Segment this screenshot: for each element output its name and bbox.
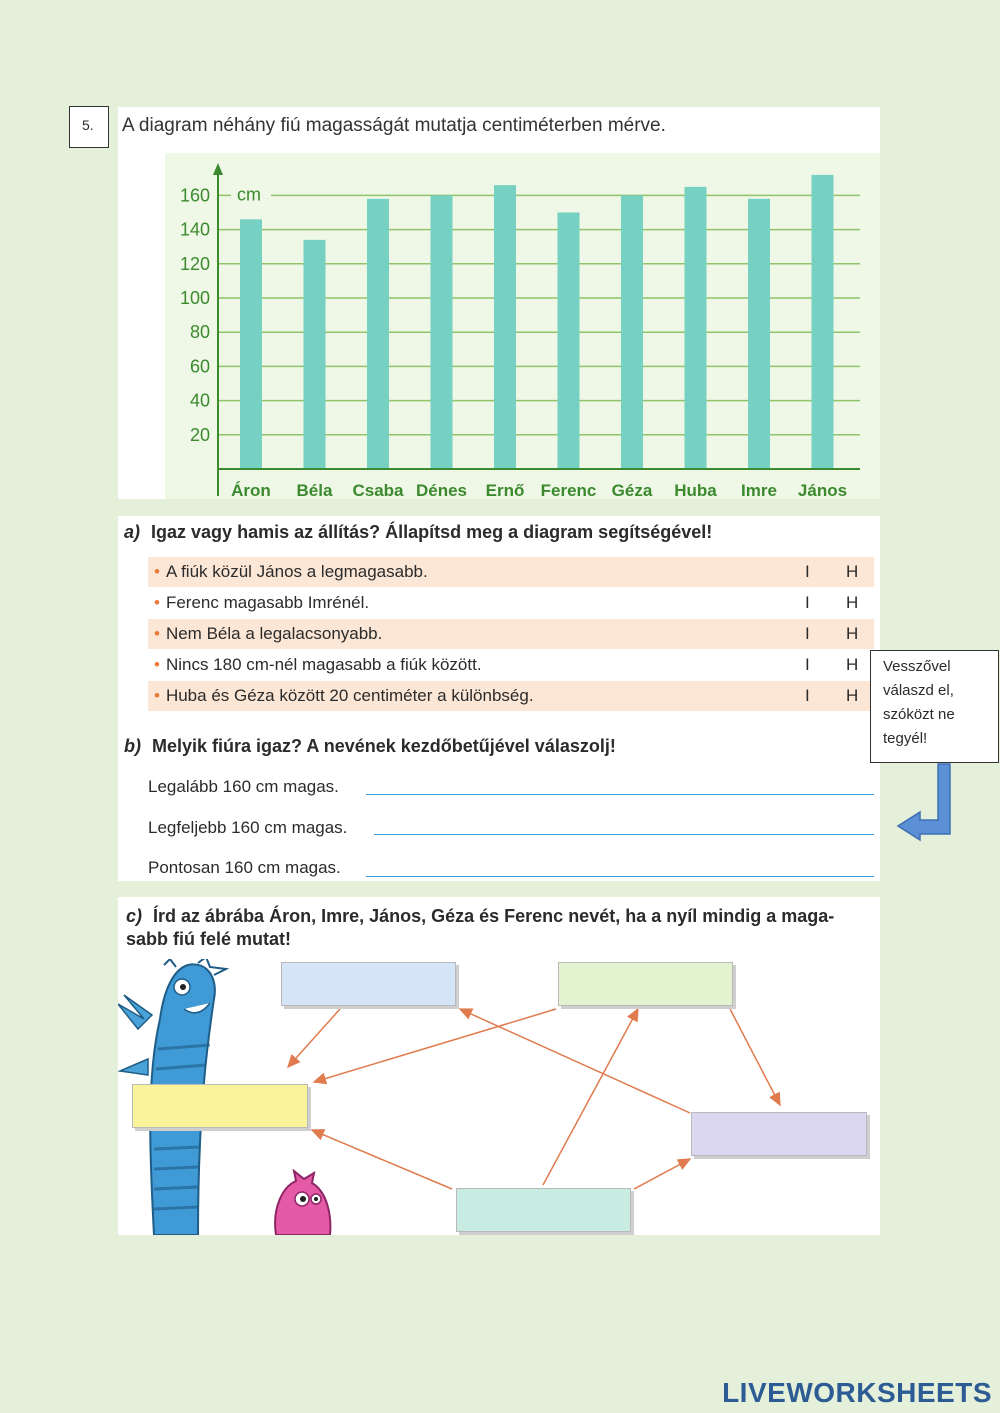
- bar: [494, 185, 516, 469]
- bar: [812, 175, 834, 469]
- true-option[interactable]: I: [805, 562, 810, 581]
- y-tick-label: 160: [179, 185, 210, 206]
- unit-label: cm: [237, 184, 261, 205]
- task-title: A diagram néhány fiú magasságát mutatja centiméterben mérve.: [122, 115, 666, 136]
- false-option[interactable]: H: [846, 562, 859, 581]
- x-tick-label: Imre: [741, 481, 777, 499]
- arrow-diagram: [118, 897, 880, 1235]
- statement-text: Nem Béla a legalacsonyabb.: [165, 624, 383, 643]
- brand-logo: LIVEWORKSHEETS: [722, 1377, 992, 1408]
- bullet-icon: •: [154, 624, 160, 643]
- statement-row: [148, 619, 874, 649]
- part-b-heading: [124, 736, 616, 757]
- bar: [558, 213, 580, 470]
- arrow-3: [460, 1009, 690, 1113]
- bar: [685, 187, 707, 469]
- statement-text: Huba és Géza között 20 centiméter a különbség.: [165, 686, 534, 705]
- chart-panel: [118, 107, 880, 499]
- bar: [431, 195, 453, 469]
- task-number: 5.: [69, 106, 109, 148]
- x-tick-label: János: [797, 481, 848, 499]
- bar: [240, 219, 262, 469]
- bullet-icon: •: [154, 655, 160, 674]
- name-box-mint[interactable]: [456, 1188, 631, 1232]
- part-b-label: b): [124, 736, 141, 756]
- true-option[interactable]: I: [805, 686, 810, 705]
- arrow-5: [543, 1009, 638, 1185]
- arrow-2: [314, 1009, 556, 1082]
- x-tick-label: Ferenc: [540, 481, 597, 499]
- hint-arrow-icon: [896, 762, 956, 842]
- arrow-6: [312, 1130, 452, 1189]
- y-tick-label: 100: [179, 288, 210, 308]
- name-box-purple[interactable]: [691, 1112, 867, 1156]
- bar: [304, 240, 326, 469]
- x-tick-label: Áron: [231, 481, 271, 499]
- statement-text: Ferenc magasabb Imrénél.: [165, 593, 370, 612]
- y-tick-label: 80: [189, 322, 210, 343]
- true-option[interactable]: I: [805, 655, 810, 674]
- answer-label-at-most-160: Legfeljebb 160 cm magas.: [148, 818, 348, 837]
- x-tick-label: Csaba: [352, 481, 404, 499]
- answer-label-at-least-160: Legalább 160 cm magas.: [148, 777, 339, 796]
- part-b-question: Melyik fiúra igaz? A nevének kezdőbetűjével válaszolj!: [152, 736, 616, 756]
- answer-label-exactly-160: Pontosan 160 cm magas.: [148, 858, 341, 877]
- name-box-blue[interactable]: [281, 962, 456, 1006]
- arrow-7: [634, 1159, 690, 1189]
- x-tick-label: Ernő: [485, 481, 525, 499]
- part-c-label: c): [126, 906, 143, 926]
- true-option[interactable]: I: [805, 624, 810, 643]
- true-option[interactable]: I: [805, 593, 810, 612]
- x-tick-label: Huba: [674, 481, 717, 499]
- false-option[interactable]: H: [846, 624, 859, 643]
- statement-row: [148, 681, 874, 711]
- statement-row: [148, 588, 874, 618]
- y-tick-label: 40: [189, 390, 210, 411]
- false-option[interactable]: H: [846, 593, 859, 612]
- y-axis-arrow-icon: [213, 163, 223, 175]
- statement-text: Nincs 180 cm-nél magasabb a fiúk között.: [165, 655, 482, 674]
- part-c-question-line1: Írd az ábrába Áron, Imre, János, Géza és Ferenc nevét, ha a nyíl mindig a maga-: [153, 906, 835, 926]
- bar: [367, 199, 389, 469]
- answer-input-at-most-160[interactable]: [374, 834, 874, 835]
- y-tick-label: 140: [179, 219, 210, 240]
- x-tick-label: Dénes: [415, 481, 468, 499]
- statement-text: A fiúk közül János a legmagasabb.: [165, 562, 428, 581]
- name-box-green[interactable]: [558, 962, 733, 1006]
- hint-box: Vesszővel válaszd el, szóközt ne tegyél!: [870, 650, 999, 763]
- part-a-label: a): [124, 522, 141, 542]
- bar-chart: [165, 153, 880, 499]
- part-a-question: Igaz vagy hamis az állítás? Állapítsd meg a diagram segítségével!: [151, 522, 713, 542]
- y-tick-label: 120: [179, 253, 210, 274]
- answer-input-exactly-160[interactable]: [366, 876, 874, 877]
- answer-input-at-least-160[interactable]: [366, 794, 874, 795]
- y-tick-label: 20: [189, 424, 210, 445]
- y-tick-label: 60: [189, 356, 210, 377]
- name-box-yellow[interactable]: [132, 1084, 308, 1128]
- bullet-icon: •: [154, 562, 160, 581]
- bar: [621, 195, 643, 469]
- bullet-icon: •: [154, 686, 160, 705]
- false-option[interactable]: H: [846, 655, 859, 674]
- statement-row: [148, 650, 874, 680]
- bullet-icon: •: [154, 593, 160, 612]
- false-option[interactable]: H: [846, 686, 859, 705]
- diagram-panel: [118, 897, 880, 1235]
- arrow-4: [730, 1009, 780, 1105]
- part-c-question-line2: sabb fiú felé mutat!: [126, 929, 292, 949]
- x-tick-label: Béla: [296, 481, 333, 499]
- statement-row: [148, 557, 874, 587]
- bar: [748, 199, 770, 469]
- part-a-heading: [124, 522, 712, 543]
- x-tick-label: Géza: [611, 481, 653, 499]
- arrow-1: [288, 1009, 340, 1067]
